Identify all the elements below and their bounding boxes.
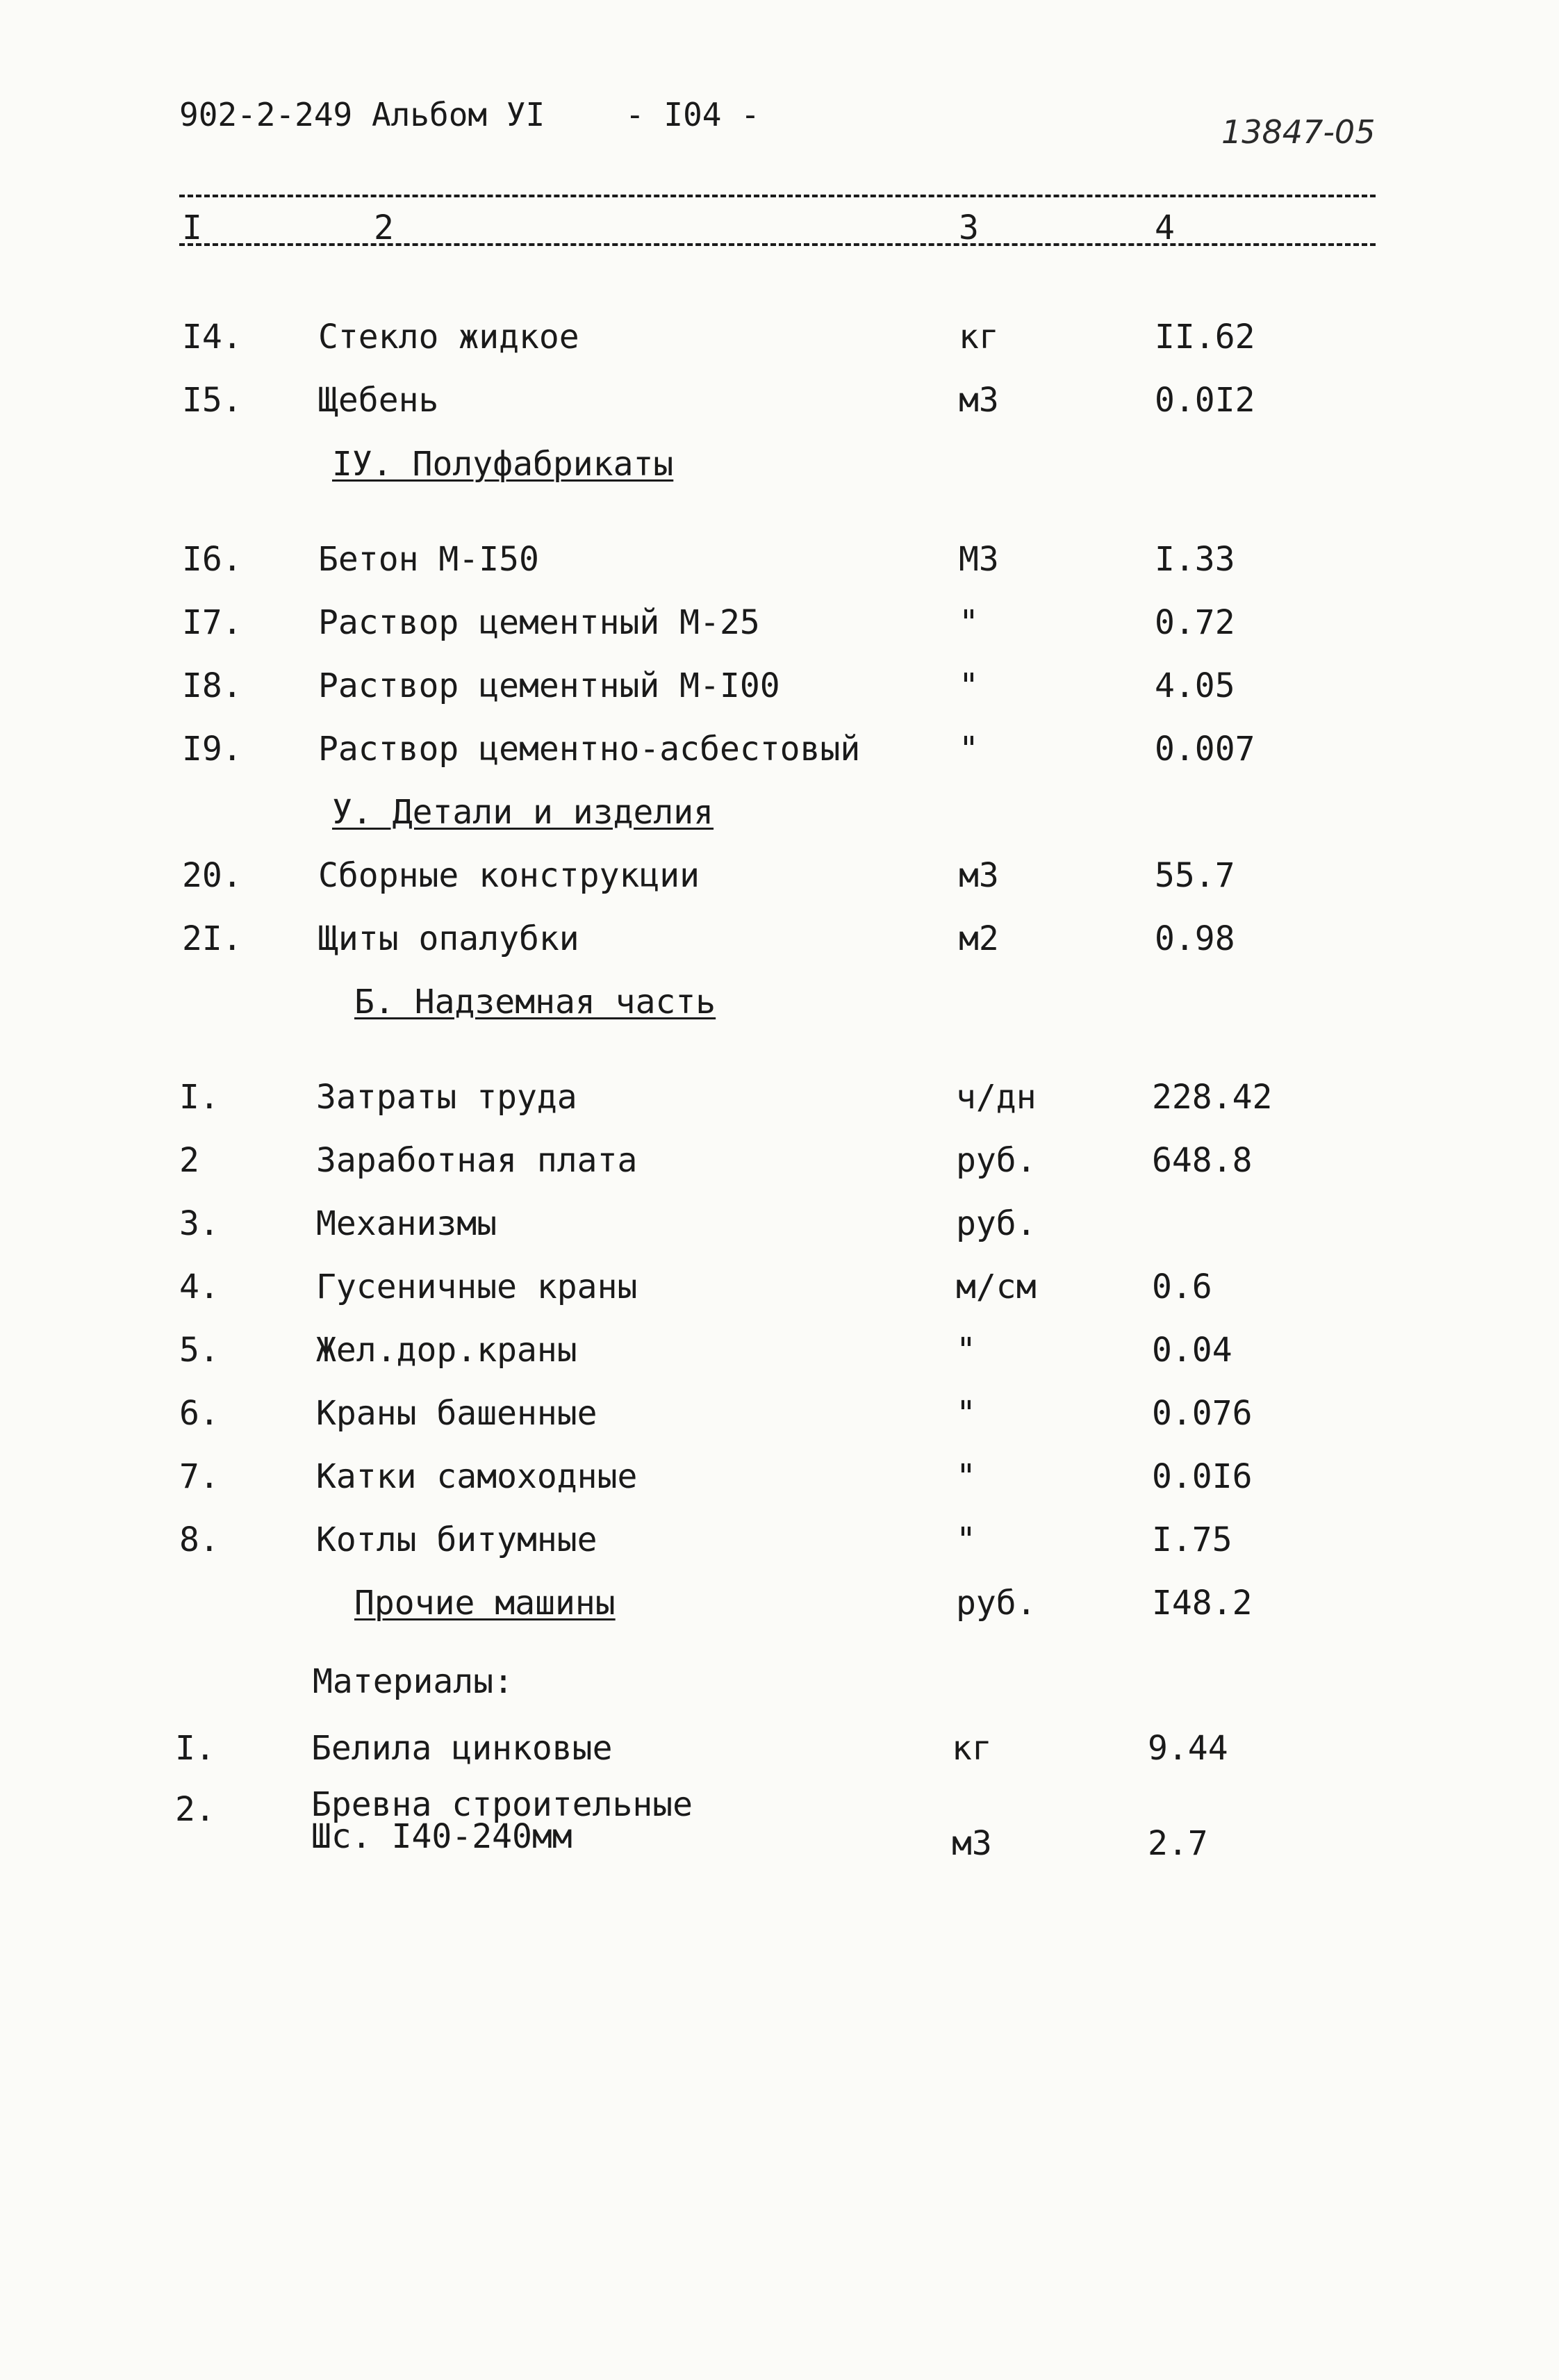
row-value: 0.72	[1155, 603, 1235, 642]
row-unit: м3	[959, 381, 999, 420]
row-name: Раствор цементный М-I00	[318, 666, 780, 705]
row-name: Раствор цементно-асбестовый	[318, 730, 861, 769]
other-machines-row	[0, 1582, 1559, 1624]
row-unit: М3	[959, 540, 999, 579]
row-name: Механизмы	[316, 1204, 497, 1243]
table-row	[0, 539, 1559, 580]
row-name: Котлы битумные	[316, 1520, 597, 1559]
row-value: 0.04	[1152, 1331, 1232, 1370]
row-number: 4.	[179, 1267, 220, 1306]
table-row	[0, 728, 1559, 770]
row-name: Катки самоходные	[316, 1457, 638, 1496]
row-value: I.33	[1155, 540, 1235, 579]
row-number: 3.	[179, 1204, 220, 1243]
row-value: 0.007	[1155, 730, 1255, 769]
row-value: 9.44	[1148, 1729, 1228, 1768]
row-number: I7.	[182, 603, 242, 642]
row-number: 7.	[179, 1457, 220, 1496]
row-unit: руб.	[956, 1204, 1037, 1243]
row-value: 648.8	[1152, 1141, 1253, 1180]
row-name: Щебень	[318, 381, 439, 420]
row-name: Сборные конструкции	[318, 856, 700, 895]
row-value: 2.7	[1148, 1824, 1208, 1863]
row-value: 4.05	[1155, 666, 1235, 705]
row-name: Гусеничные краны	[316, 1267, 638, 1306]
row-name: Щиты опалубки	[318, 919, 579, 958]
table-row	[0, 665, 1559, 707]
row-number: 2I.	[182, 919, 242, 958]
row-unit: ч/дн	[956, 1078, 1037, 1117]
section-heading-parts: У. Детали и изделия	[332, 793, 714, 832]
row-name: Стекло жидкое	[318, 318, 579, 356]
row-unit: кг	[959, 318, 999, 356]
row-unit: "	[956, 1394, 976, 1433]
row-value: 0.0I2	[1155, 381, 1255, 420]
row-name: Краны башенные	[316, 1394, 597, 1433]
row-unit: "	[956, 1457, 976, 1496]
row-name-line2: Шс. I40-240мм	[311, 1817, 572, 1856]
row-number: 2.	[175, 1790, 215, 1829]
row-unit: "	[959, 730, 979, 769]
row-unit: м3	[959, 856, 999, 895]
row-name: Раствор цементный М-25	[318, 603, 760, 642]
row-value: 0.076	[1152, 1394, 1253, 1433]
row-value: 55.7	[1155, 856, 1235, 895]
other-machines-label: Прочие машины	[354, 1584, 616, 1623]
row-name-line1: Бревна строительные	[311, 1785, 693, 1824]
row-unit: м3	[952, 1824, 992, 1863]
row-value: 0.0I6	[1152, 1457, 1253, 1496]
table-row	[0, 1519, 1559, 1561]
table-row	[0, 1076, 1559, 1118]
table-row	[0, 316, 1559, 358]
row-unit: "	[956, 1331, 976, 1370]
document-code: 902-2-249 Альбом УI	[179, 96, 545, 133]
row-number: I9.	[182, 730, 242, 769]
row-value: 0.6	[1152, 1267, 1212, 1306]
row-name: Бетон М-I50	[318, 540, 539, 579]
row-number: 2	[179, 1141, 199, 1180]
row-value: II.62	[1155, 318, 1255, 356]
row-unit: м2	[959, 919, 999, 958]
row-unit: руб.	[956, 1141, 1037, 1180]
row-name: Белила цинковые	[311, 1729, 613, 1768]
header-dashed-rule	[179, 243, 1376, 246]
materials-heading: Материалы:	[313, 1662, 513, 1701]
section-heading-above-ground: Б. Надземная часть	[354, 983, 716, 1021]
row-name: Заработная плата	[316, 1141, 638, 1180]
row-unit: руб.	[956, 1584, 1037, 1623]
table-row	[0, 1329, 1559, 1371]
table-row	[0, 1456, 1559, 1497]
table-row	[0, 1266, 1559, 1308]
column-header-2: 2	[374, 208, 394, 247]
page-number: - I04 -	[625, 96, 760, 133]
row-unit: "	[959, 666, 979, 705]
row-number: 5.	[179, 1331, 220, 1370]
row-number: 20.	[182, 856, 242, 895]
row-unit: кг	[952, 1729, 992, 1768]
table-row	[0, 602, 1559, 643]
column-header-4: 4	[1155, 208, 1175, 247]
section-heading-semi-finished: IУ. Полуфабрикаты	[332, 445, 674, 484]
row-number: I4.	[182, 318, 242, 356]
row-value: I48.2	[1152, 1584, 1253, 1623]
row-unit: "	[959, 603, 979, 642]
table-row	[0, 1727, 1559, 1769]
table-row	[0, 918, 1559, 960]
row-number: I6.	[182, 540, 242, 579]
row-number: 8.	[179, 1520, 220, 1559]
row-value: 0.98	[1155, 919, 1235, 958]
row-number: 6.	[179, 1394, 220, 1433]
column-header-1: I	[182, 208, 202, 247]
row-unit: "	[956, 1520, 976, 1559]
table-row	[0, 855, 1559, 896]
row-number: I.	[175, 1729, 215, 1768]
archive-stamp: 13847-05	[1221, 113, 1376, 151]
row-unit: м/см	[956, 1267, 1037, 1306]
table-row	[0, 1203, 1559, 1245]
row-value: 228.42	[1152, 1078, 1273, 1117]
row-value: I.75	[1152, 1520, 1232, 1559]
table-row	[0, 379, 1559, 421]
table-row	[0, 1393, 1559, 1434]
row-number: I.	[179, 1078, 220, 1117]
row-name: Жел.дор.краны	[316, 1331, 577, 1370]
top-dashed-rule	[179, 195, 1376, 197]
row-name: Затраты труда	[316, 1078, 577, 1117]
row-number: I8.	[182, 666, 242, 705]
table-row	[0, 1140, 1559, 1181]
column-header-3: 3	[959, 208, 979, 247]
row-number: I5.	[182, 381, 242, 420]
